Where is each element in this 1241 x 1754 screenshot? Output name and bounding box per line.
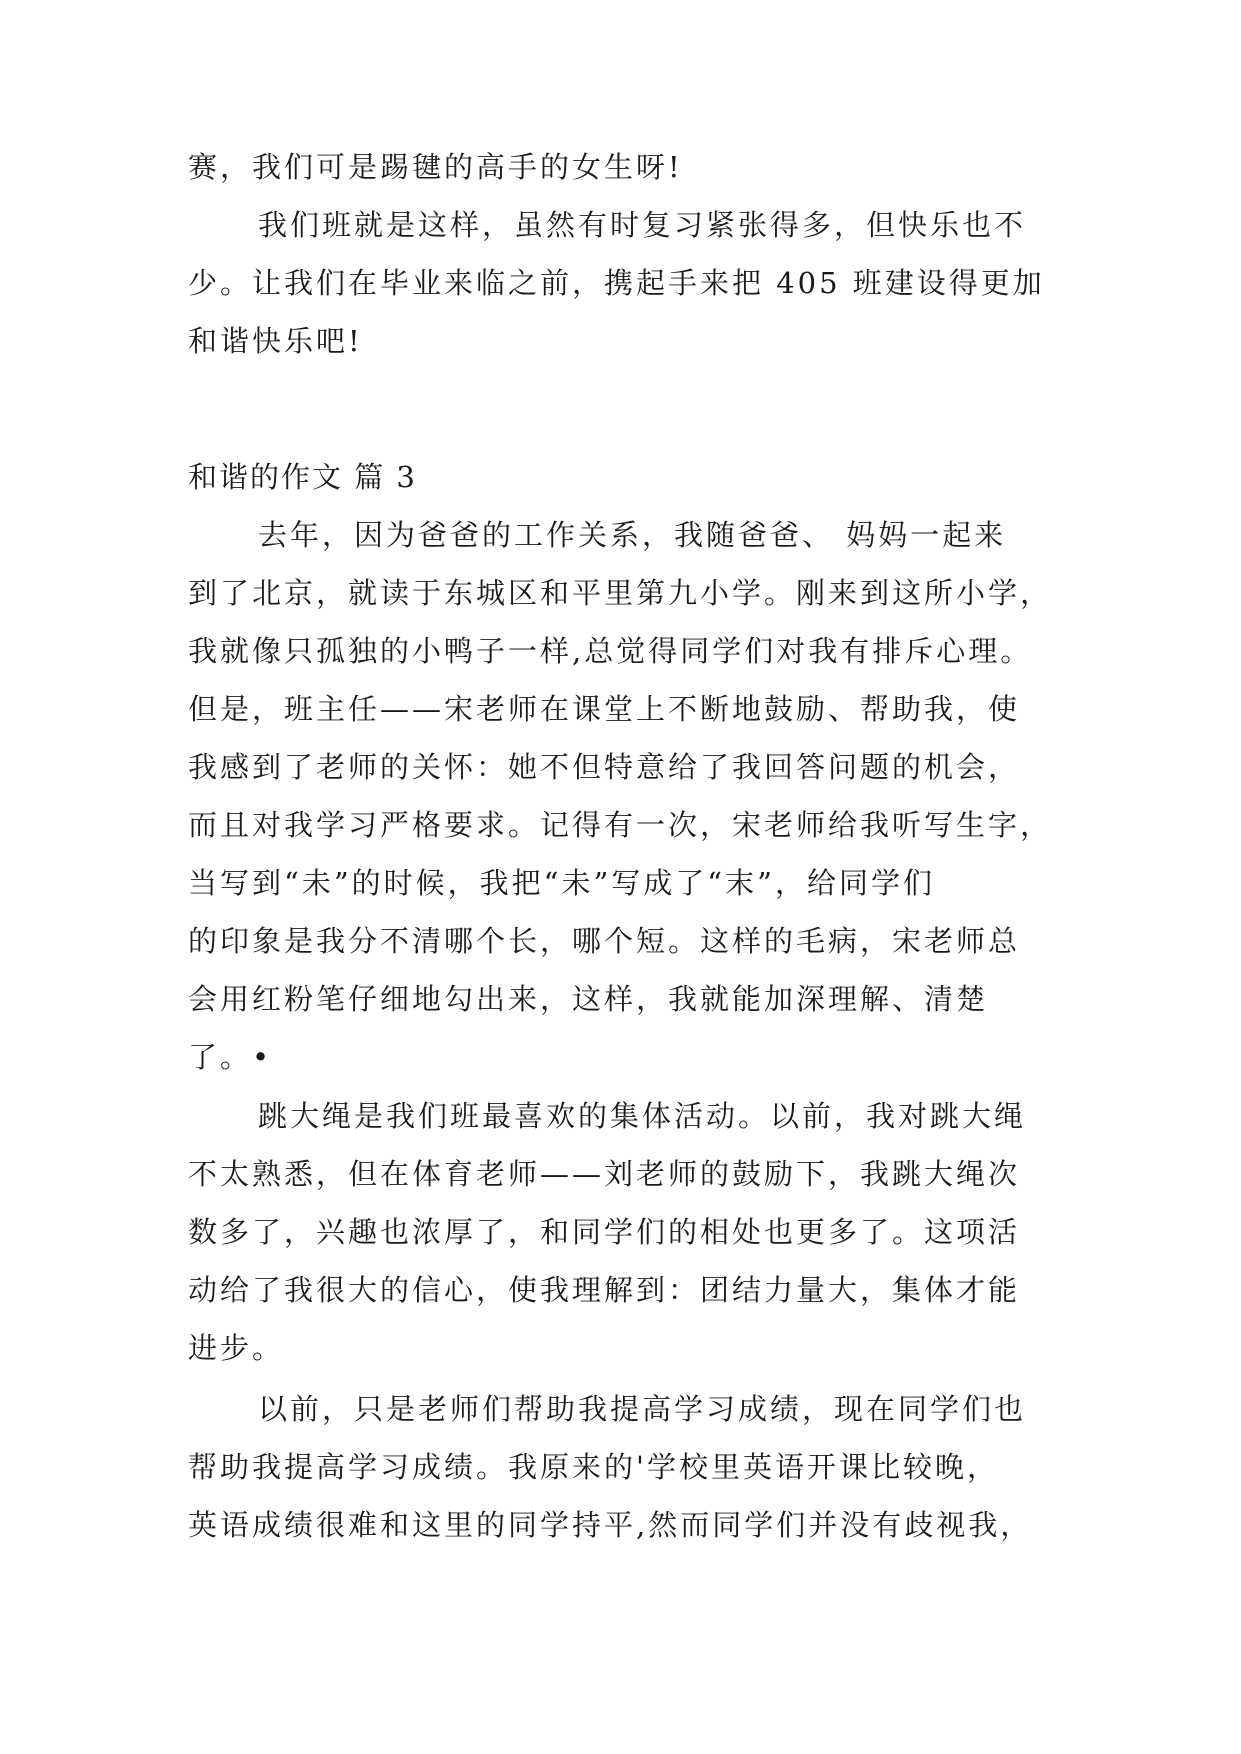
paragraph-1 (188, 506, 1058, 1086)
text-line: 以前，只是老师们帮助我提高学习成绩，现在同学们也 (258, 1392, 1027, 1426)
paragraph-2 (188, 1087, 1058, 1377)
text-line: 赛，我们可是踢毽的高手的女生呀! (188, 150, 683, 184)
paragraph-top (188, 138, 1058, 370)
text-line: 的印象是我分不清哪个长，哪个短。这样的毛病，宋老师总 (188, 924, 1021, 958)
text-line: 会用红粉笔仔细地勾出来，这样，我就能加深理解、清楚 (188, 982, 989, 1016)
text-line: 我就像只孤独的小鸭子一样,总觉得同学们对我有排斥心理。 (188, 634, 1033, 668)
text-line: 去年，因为爸爸的工作关系，我随爸爸、 妈妈一起来 (258, 518, 1007, 552)
text-line: 到了北京，就读于东城区和平里第九小学。刚来到这所小学， (188, 576, 1053, 610)
text-line: 和谐快乐吧! (188, 324, 363, 358)
text-line: 不太熟悉，但在体育老师——刘老师的鼓励下，我跳大绳次 (188, 1157, 1021, 1191)
text-line: 进步。 (188, 1331, 285, 1365)
text-line: 当写到“未”的时候，我把“未”写成了“末”，给同学们 (188, 866, 935, 900)
text-line: 少。让我们在毕业来临之前，携起手来把 405 班建设得更加 (188, 266, 1045, 300)
paragraph-3 (188, 1380, 1058, 1554)
text-line: 动给了我很大的信心，使我理解到：团结力量大，集体才能 (188, 1273, 1021, 1307)
text-line: 英语成绩很难和这里的同学持平,然而同学们并没有歧视我， (188, 1508, 1033, 1542)
text-line: 我们班就是这样，虽然有时复习紧张得多，但快乐也不 (258, 208, 1027, 242)
text-line: 数多了，兴趣也浓厚了，和同学们的相处也更多了。这项活 (188, 1215, 1021, 1249)
text-line: 而且对我学习严格要求。记得有一次，宋老师给我听写生字， (188, 808, 1053, 842)
text-line: 跳大绳是我们班最喜欢的集体活动。以前，我对跳大绳 (258, 1099, 1027, 1133)
text-line: 帮助我提高学习成绩。我原来的'学校里英语开课比较晚， (188, 1450, 999, 1484)
text-line: 但是，班主任——宋老师在课堂上不断地鼓励、帮助我，使 (188, 692, 1021, 726)
text-line: 我感到了老师的关怀：她不但特意给了我回答问题的机会， (188, 750, 1021, 784)
section-heading: 和谐的作文 篇 3 (188, 460, 417, 494)
text-line: 了。• (188, 1040, 273, 1074)
